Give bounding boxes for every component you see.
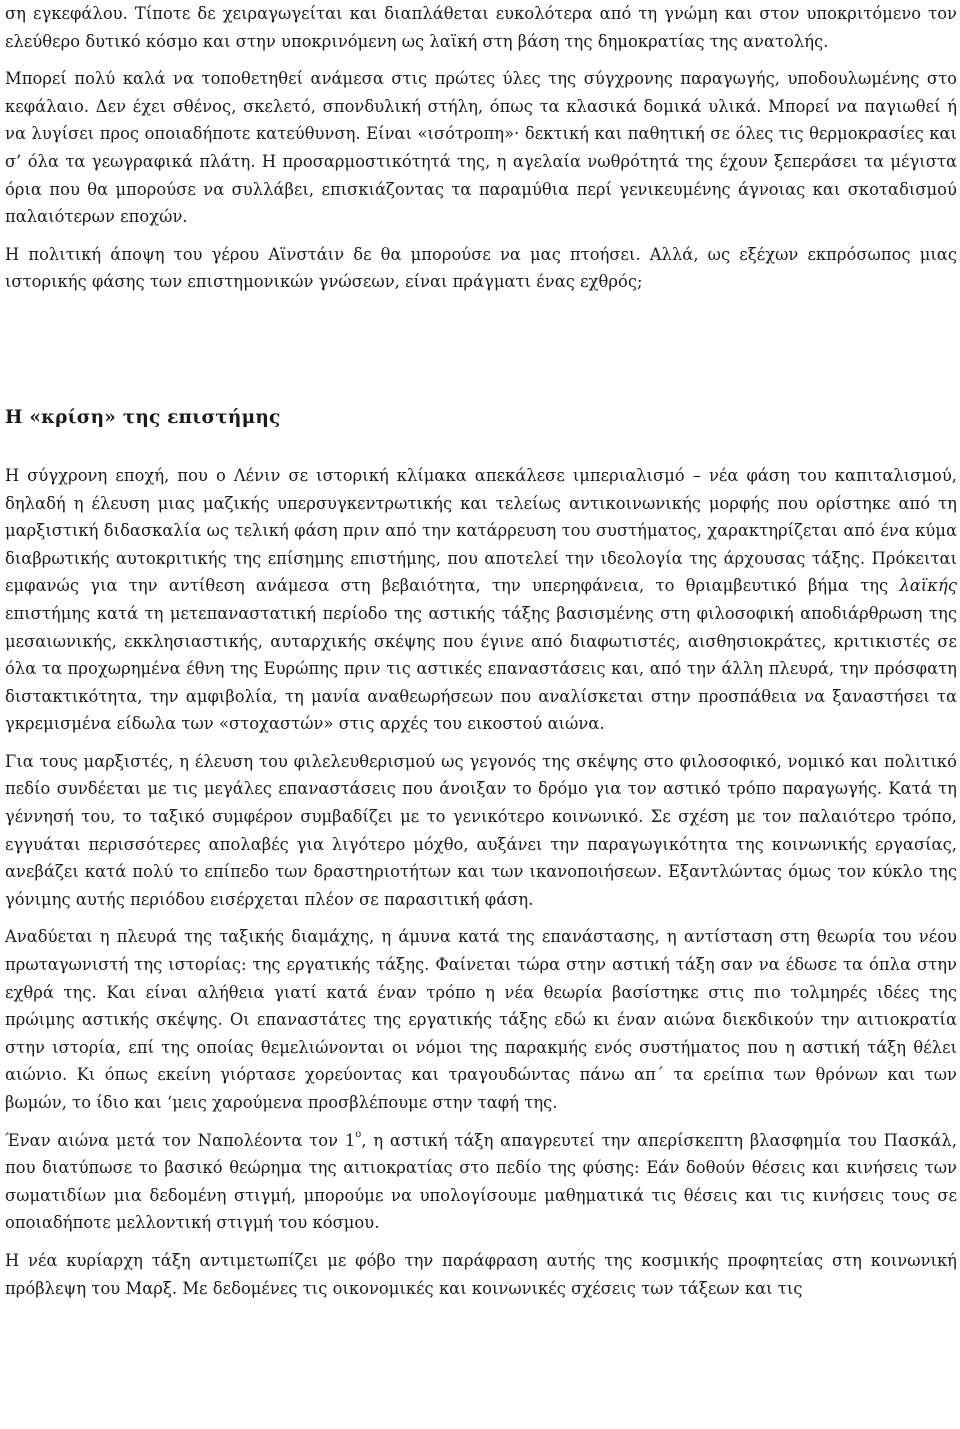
paragraph-4-superscript: ο [355,1129,362,1141]
paragraph-1-text-b: επιστήμης κατά τη μετεπαναστατική περίοδο της αστικής τάξης βασισμένης στη φιλοσοφική αποδιάρθρωση της μεσαιωνικής, εκκλησιαστικής, αυταρχικής σκέψης που έγινε από διαφωτιστές, αισθησιοκράτες, κριτικιστές σε όλα τα προχωρημένα έθνη της Ευρώπης πριν τις αστικές επαναστάσεις και, από την άλλη πλευρά, την πρόσφατη διστακτικότητα, την αμφιβολία, τη μανία αναθεωρήσεων που αναλίσκεται στην προσπάθεια να ξαναστήσει τα γκρεμισμένα είδωλα των «στοχαστών» στις αρχές του εικοστού αιώνα. [5,603,957,734]
paragraph-5: Η νέα κυρίαρχη τάξη αντιμετωπίζει με φόβο την παράφραση αυτής της κοσμικής προφητείας στη κοινωνική πρόβλεψη του Μαρξ. Με δεδομένες τις οικονομικές και κοινωνικές σχέσεις των τάξεων και τις [5,1250,957,1298]
paragraph-1 [5,462,957,738]
paragraph-4-text-a: Έναν αιώνα μετά τον Ναπολέοντα τον 1 [5,1130,356,1150]
paragraph-intro-2: Μπορεί πολύ καλά να τοποθετηθεί ανάμεσα στις πρώτες ύλες της σύγχρονης παραγωγής, υποδουλωμένης στο κεφάλαιο. Δεν έχει σθένος, σκελετό, σπονδυλική στήλη, όπως τα κλασικά δομικά υλικά. Μπορεί να παγιωθεί ή να λυγίσει προς οποιαδήποτε κατεύθυνση. Είναι «ισότροπη»· δεκτική και παθητική σε όλες τις θερμοκρασίες και σ’ όλα τα γεωγραφικά πλάτη. Η προσαρμοστικότητά της, η αγελαία νωθρότητά της έχουν ξεπεράσει τα μέγιστα όρια που θα μπορούσε να συλλάβει, επισκιάζοντας τα παραμύθια περί γενικευμένης άγνοιας και σκοταδισμού παλαιότερων εποχών. [5,69,957,227]
paragraph-1-emphasis: λαϊκής [899,576,957,596]
paragraph-4-text-b: , η αστική τάξη απαγρευτεί την απερίσκεπτη βλασφημία του Πασκάλ, που διατύπωσε το βασικό θεώρημα της αιτιοκρατίας στο πεδίο της φύσης: Εάν δοθούν θέσεις και κινήσεις των σωματιδίων μια δεδομένη στιγμή, μπορούμε να υπολογίσουμε μαθηματικά τις θέσεις και τις κινήσεις τους σε οποιαδήποτε μελλοντική στιγμή του κόσμου. [5,1130,957,1233]
section-heading: Η «κρίση» της επιστήμης [5,406,281,428]
paragraph-2: Για τους μαρξιστές, η έλευση του φιλελευθερισμού ως γεγονός της σκέψης στο φιλοσοφικό, νομικό και πολιτικό πεδίο συνδέεται με τις μεγάλες επαναστάσεις που άνοιξαν το δρόμο για τον αστικό τρόπο παραγωγής. Κατά τη γέννησή του, το ταξικό συμφέρον συμβαδίζει με το γενικότερο κοινωνικό. Σε σχέση με τον παλαιότερο τρόπο, εγγυάται περισσότερες απολαβές για λιγότερο μόχθο, αυξάνει την παραγωγικότητα της κοινωνικής εργασίας, ανεβάζει κατά πολύ το επίπεδο των δραστηριοτήτων και των ικανοποιήσεων. Εξαντλώντας όμως τον κύκλο της γόνιμης αυτής περιόδου εισέρχεται πλέον σε παρασιτική φάση. [5,751,957,909]
paragraph-3: Αναδύεται η πλευρά της ταξικής διαμάχης, η άμυνα κατά της επανάστασης, η αντίσταση στη θεωρία του νέου πρωταγωνιστή της ιστορίας: της εργατικής τάξης. Φαίνεται τώρα στην αστική τάξη σαν να έδωσε τα όπλα στην εχθρά της. Και είναι αλήθεια γιατί κατά έναν τρόπο η νέα θεωρία βασίστηκε στις πιο τολμηρές ιδέες της πρώιμης αστικής σκέψης. Οι επαναστάτες της εργατικής τάξης εδώ κι έναν αιώνα διεκδικούν την αιτιοκρατία στην ιστορία, επί της οποίας θεμελιώνονται οι νόμοι της παρακμής ενός συστήματος που η αστική τάξη θέλει αιώνιο. Κι όπως εκείνη γιόρτασε χορεύοντας και τραγουδώντας πάνω απ΄ τα ερείπια των θρόνων και των βωμών, το ίδιο και ‘μεις χαρούμενα προσβλέπουμε στην ταφή της. [5,927,957,1112]
paragraph-1-text-a: Η σύγχρονη εποχή, που ο Λένιν σε ιστορική κλίμακα απεκάλεσε ιμπεριαλισμό – νέα φάση του καπιταλισμού, δηλαδή η έλευση μιας μαζικής υπερσυγκεντρωτικής και τελείως αντικοινωνικής μορφής που ορίστηκε από τη μαρξιστική διδασκαλία ως τελική φάση πριν από την κατάρρευση του συστήματος, χαρακτηρίζεται από ένα κύμα διαβρωτικής αυτοκριτικής της επίσημης επιστήμης, που αποτελεί την ιδεολογία της άρχουσας τάξης. Πρόκειται εμφανώς για την αντίθεση ανάμεσα στη βεβαιότητα, την υπερηφάνεια, το θριαμβευτικό βήμα της [5,465,957,596]
paragraph-intro-1: ση εγκεφάλου. Τίποτε δε χειραγωγείται και διαπλάθεται ευκολότερα από τη γνώμη και στον υποκριτόμενο τον ελεύθερο δυτικό κόσμο και στην υποκρινόμενη ως λαϊκή στη βάση της δημοκρατίας της ανατολής. [5,4,957,51]
section-heading-wrap [5,404,957,432]
paragraph-intro-3: Η πολιτική άποψη του γέρου Αϊνστάιν δε θα μπορούσε να μας πτοήσει. Αλλά, ως εξέχων εκπρόσωπος μιας ιστορικής φάσης των επιστημονικών γνώσεων, είναι πράγματι ένας εχθρός; [5,244,957,292]
paragraph-4 [5,1127,957,1237]
document-page [5,0,957,1429]
